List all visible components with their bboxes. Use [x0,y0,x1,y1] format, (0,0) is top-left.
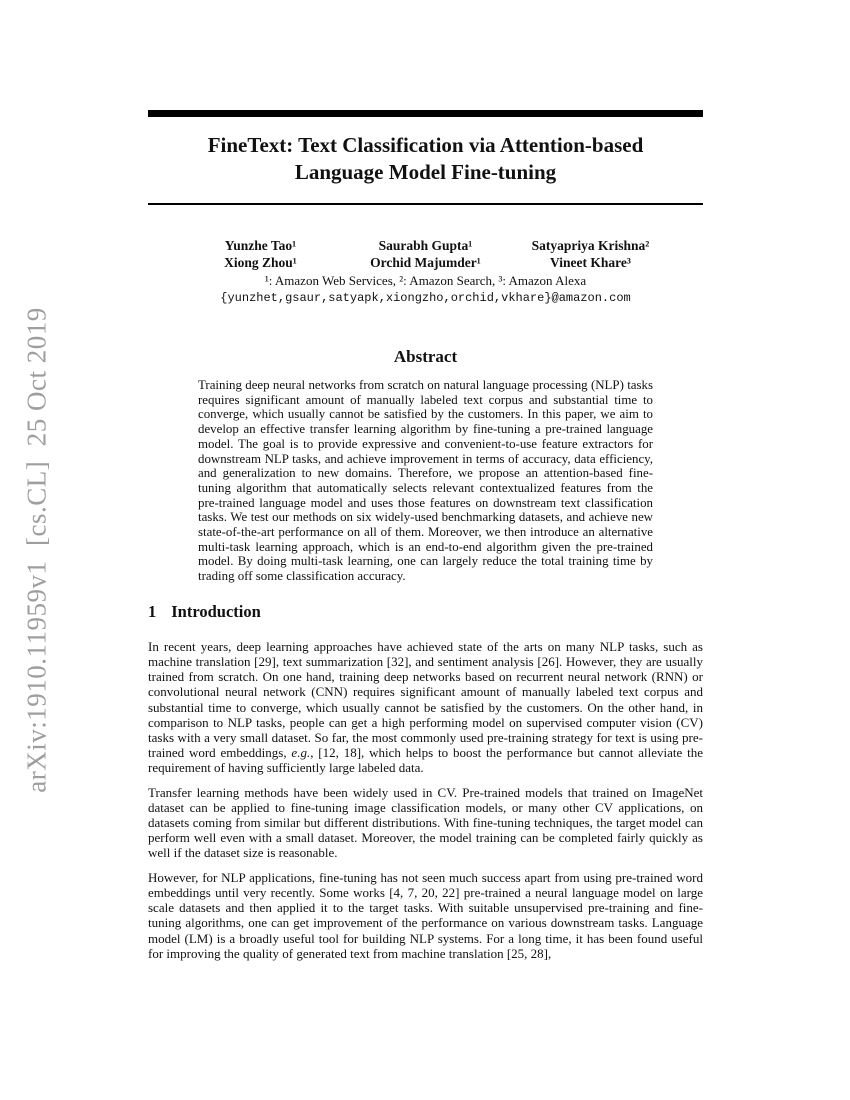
section-title: Introduction [171,601,261,621]
intro-paragraph-2: Transfer learning methods have been widely used in CV. Pre-trained models that trained on ImageNet dataset can be applied to fine-tuning image classification models, or many other CV applications, on datasets coming from similar but different distributions. With fine-tuning techniques, the target model can perform well even with a small dataset. Moreover, the model training can be completed fairly quickly as well if the dataset size is reasonable. [148,784,703,861]
authors-row-1 [148,237,703,254]
author-name: Satyapriya Krishna² [531,238,650,253]
intro-paragraph-1-em: e.g. [291,745,311,761]
section-heading-introduction [148,601,703,622]
author-name: Yunzhe Tao¹ [224,238,297,253]
intro-paragraph-1 [148,639,703,776]
paper-title-line2: Language Model Fine-tuning [294,160,557,184]
paper-title [148,132,703,186]
authors-email-line: {yunzhet,gsaur,satyapk,xiongzho,orchid,vkhare}@amazon.com [220,291,631,305]
abstract-heading: Abstract [393,347,458,366]
intro-paragraph-1-pre: In recent years, deep learning approaches have achieved state of the arts on many NLP tasks, such as machine translation [29], text summarization [32], and sentiment analysis [26]. However, they are usually trained from scratch. On one hand, training deep networks based on recurrent neural network (RNN) or convolutional neural network (CNN) requires significant amount of manually labeled text corpus and substantial time to converge, which usually cannot be satisfied by the customers. On the other hand, in comparison to NLP tasks, people can get a high performing model on supervised computer vision (CV) tasks with a very small dataset. So far, the most commonly used pre-training strategy for text is using pre-trained word embeddings, [148,638,703,761]
author-name: Saurabh Gupta¹ [378,238,473,253]
title-bottom-rule [148,203,703,205]
author-name: Xiong Zhou¹ [224,255,297,270]
authors-row-2 [148,254,703,271]
paper-content-column [148,0,703,961]
arxiv-identifier-watermark: arXiv:1910.11959v1 [cs.CL] 25 Oct 2019 [21,307,52,793]
affiliations-line: ¹: Amazon Web Services, ²: Amazon Search, ³: Amazon Alexa [264,273,587,288]
section-number: 1 [148,601,157,621]
title-top-rule [148,110,703,117]
abstract-text: Training deep neural networks from scratch on natural language processing (NLP) tasks requires significant amount of manually labeled text corpus and substantial time to converge, which usually cannot be satisfied by the customers. In this paper, we aim to develop an effective transfer learning algorithm by fine-tuning a pre-trained language model. The goal is to provide expressive and convenient-to-use feature extractors for downstream NLP tasks, and achieve improvement in terms of accuracy, data efficiency, and generalization to new domains. Therefore, we propose an attention-based fine-tuning algorithm that automatically selects relevant contextualized features from the pre-trained language model and uses those features on downstream text classification tasks. We test our methods on six widely-used benchmarking datasets, and achieve new state-of-the-art performance on all of them. Moreover, we then introduce an alternative multi-task learning approach, which is an end-to-end algorithm given the pre-trained model. By doing multi-task learning, one can largely reduce the total training time by trading off some classification accuracy. [198,378,653,584]
intro-paragraph-1-post: , [12, 18], which helps to boost the performance but cannot alleviate the requirement of having sufficiently large labeled data. [148,745,703,776]
paper-title-line1: FineText: Text Classification via Attention-based [207,133,644,157]
intro-paragraph-3: However, for NLP applications, fine-tuning has not seen much success apart from using pre-trained word embeddings until very recently. Some works [4, 7, 20, 22] pre-trained a neural language model on large scale datasets and then applied it to the target tasks. With suitable unsupervised pre-training and fine-tuning algorithms, one can get improvement of the performance on various downstream tasks. Language model (LM) is a broadly useful tool for building NLP systems. For a long time, it has been found useful for improving the quality of generated text from machine translation [25, 28], [148,869,703,961]
author-name: Vineet Khare³ [550,255,631,270]
author-name: Orchid Majumder¹ [370,255,481,270]
